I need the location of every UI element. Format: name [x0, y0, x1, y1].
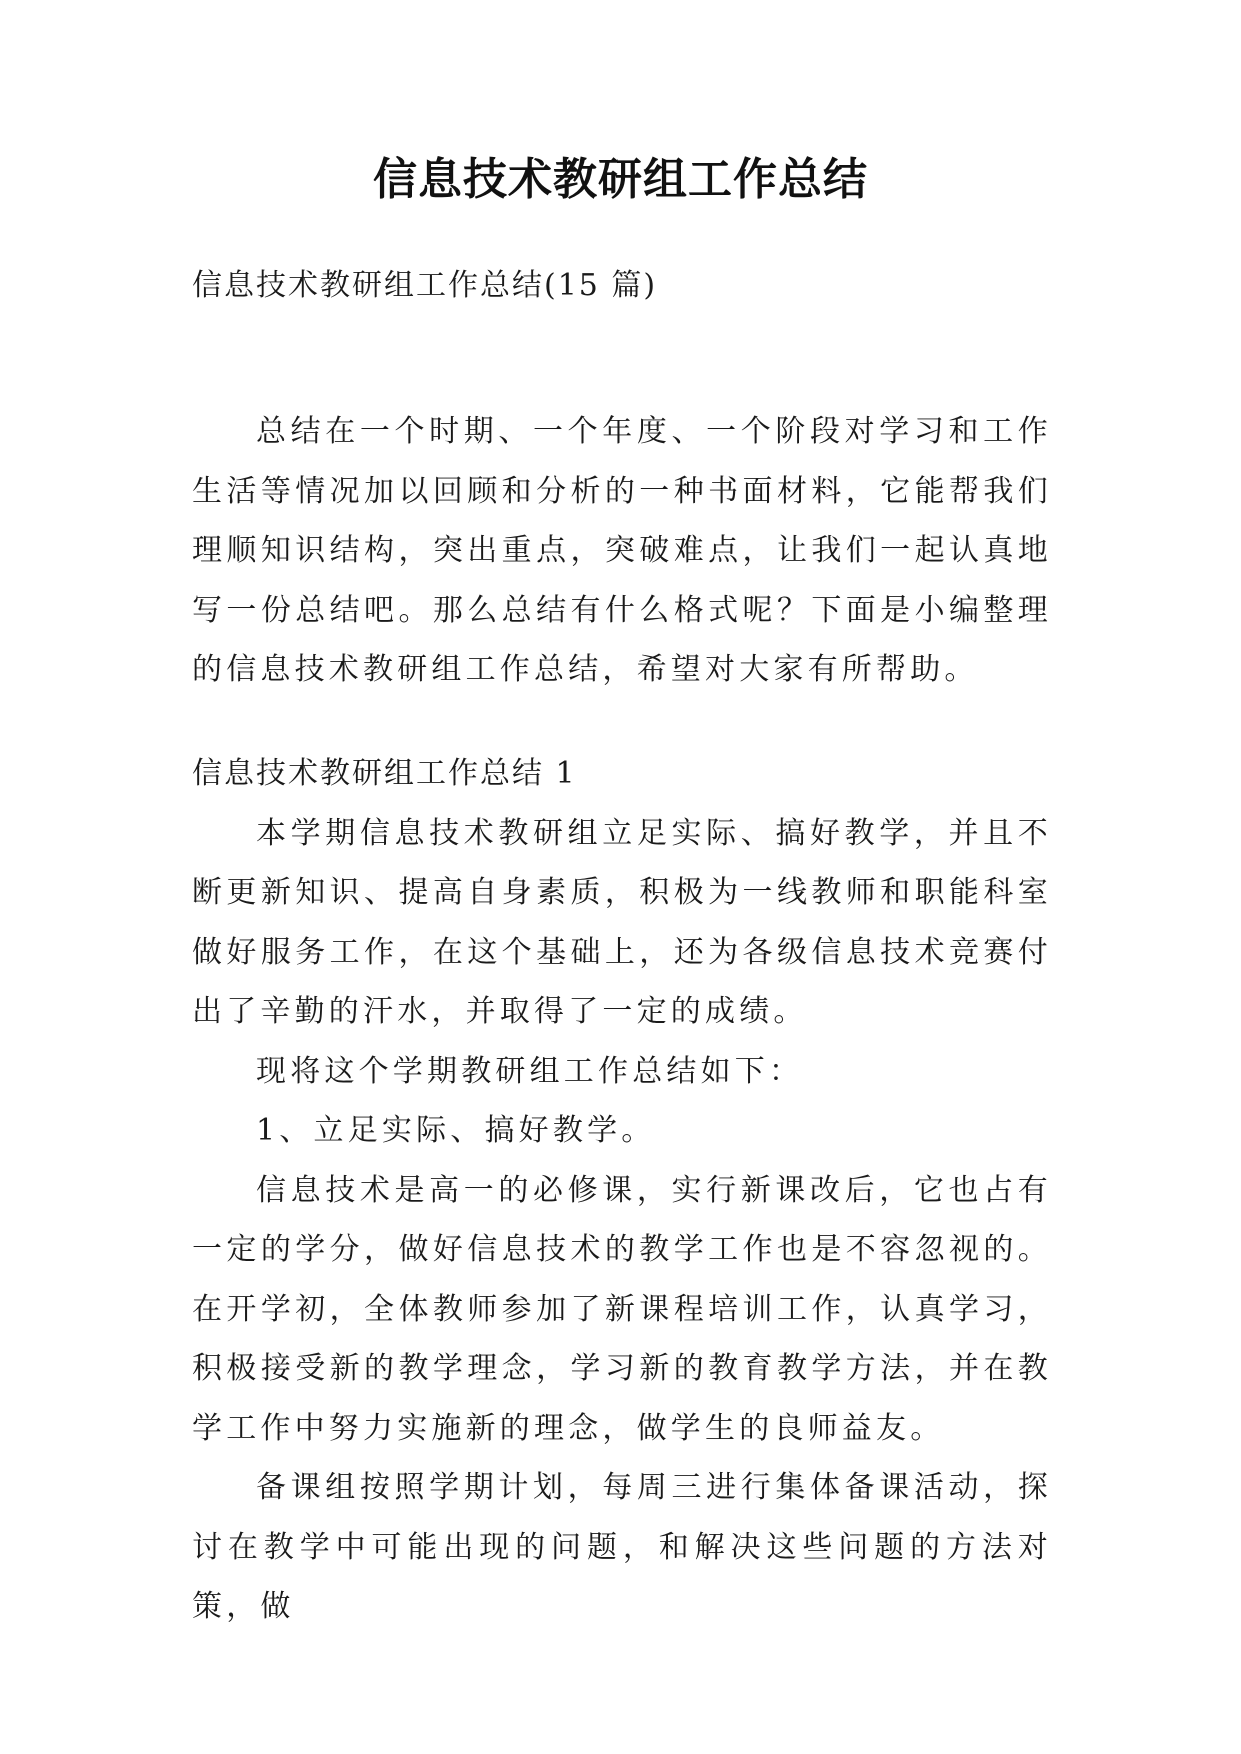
- body-paragraph: 1、立足实际、搞好教学。: [256, 1113, 656, 1148]
- body-paragraph: 本学期信息技术教研组立足实际、搞好教学，并且不断更新知识、提高自身素质，积极为一线教师和职能科室做好服务工作，在这个基础上，还为各级信息技术竞赛付出了辛勤的汗水，并取得了一定的成绩。: [192, 815, 1052, 1029]
- body-paragraph: 现将这个学期教研组工作总结如下：: [256, 1053, 804, 1089]
- body-paragraph: 信息技术是高一的必修课，实行新课改后，它也占有一定的学分，做好信息技术的教学工作也是不容忽视的。在开学初，全体教师参加了新课程培训工作，认真学习，积极接受新的教学理念，学习新的教育教学方法，并在教学工作中努力实施新的理念，做学生的良师益友。: [192, 1172, 1052, 1446]
- intro-paragraph: 总结在一个时期、一个年度、一个阶段对学习和工作生活等情况加以回顾和分析的一种书面材料，它能帮我们理顺知识结构，突出重点，突破难点，让我们一起认真地写一份总结吧。那么总结有什么格式呢？下面是小编整理的信息技术教研组工作总结，希望对大家有所帮助。: [192, 414, 1052, 687]
- section-body: [192, 744, 1052, 1637]
- body-paragraph: 备课组按照学期计划，每周三进行集体备课活动，探讨在教学中可能出现的问题，和解决这些问题的方法对策，做: [192, 1470, 1052, 1624]
- section-heading: 信息技术教研组工作总结 1: [192, 756, 577, 791]
- document-subtitle: 信息技术教研组工作总结(15 篇): [192, 268, 658, 303]
- document-title: 信息技术教研组工作总结: [373, 154, 868, 205]
